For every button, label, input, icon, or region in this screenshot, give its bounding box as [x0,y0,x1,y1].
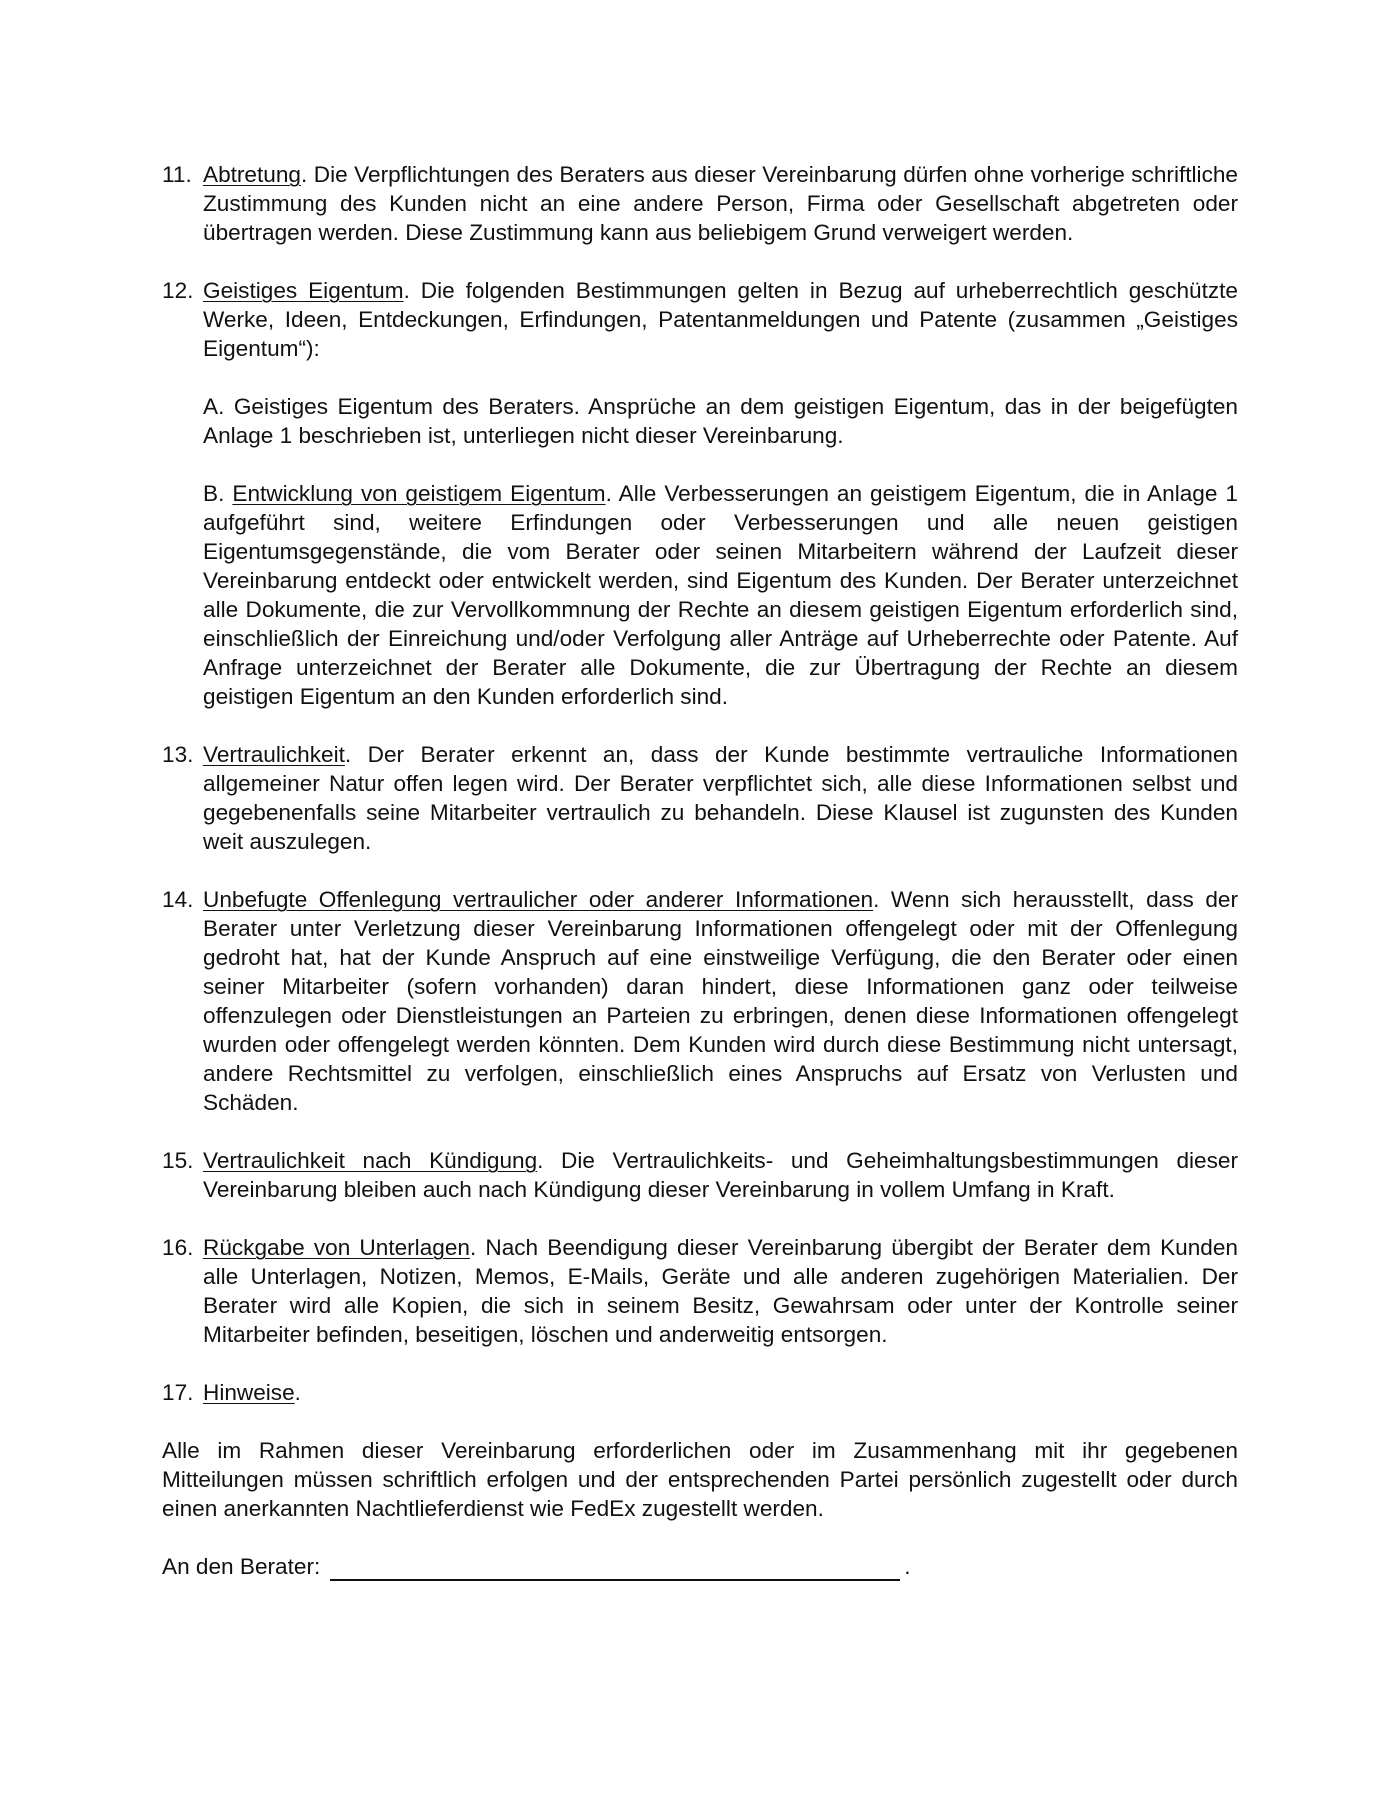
section-text [203,276,1238,363]
subsection-b-prefix: B. [203,481,233,506]
section-number: 14. [162,887,194,912]
signature-terminator: . [904,1554,911,1579]
section-heading: Unbefugte Offenlegung vertraulicher oder anderer Informationen [203,887,874,912]
notice-paragraph: Alle im Rahmen dieser Vereinbarung erforderlichen oder im Zusammenhang mit ihr gegebenen Mitteilungen müssen schriftlich erfolgen und der entsprechenden Partei persönlich zugestellt oder durch einen anerkannten Nachtlieferdienst wie FedEx zugestellt werden. [162,1438,1238,1521]
section-text [203,885,1238,1117]
section-12 [162,276,1238,363]
section-16 [162,1233,1238,1349]
signature-blank-field[interactable] [330,1557,900,1581]
section-content: . Der Berater erkennt an, dass der Kunde bestimmte vertrauliche Informationen allgemeiner Natur offen legen wird. Der Berater verpflichtet sich, alle diese Informationen selbst und gegebenenfalls seine Mitarbeiter vertraulich zu behandeln. Diese Klausel ist zugunsten des Kunden weit auszulegen. [203,742,1238,854]
section-content: . Die Verpflichtungen des Beraters aus dieser Vereinbarung dürfen ohne vorherige schriftliche Zustimmung des Kunden nicht an eine andere Person, Firma oder Gesellschaft abgetreten oder übertragen werden. Diese Zustimmung kann aus beliebigem Grund verweigert werden. [203,162,1238,245]
section-heading: Abtretung [203,162,301,187]
signature-line [162,1552,1238,1581]
subsection-b-heading: Entwicklung von geistigem Eigentum [232,481,606,506]
subsection-b-content: . Alle Verbesserungen an geistigem Eigentum, die in Anlage 1 aufgeführt sind, weitere Erfindungen oder Verbesserungen und alle neuen geistigen Eigentumsgegenstände, die vom Berater oder seinen Mitarbeitern während der Laufzeit dieser Vereinbarung entdeckt oder entwickelt werden, sind Eigentum des Kunden. Der Berater unterzeichnet alle Dokumente, die zur Vervollkommnung der Rechte an diesem geistigen Eigentum erforderlich sind, einschließlich der Einreichung und/oder Verfolgung aller Anträge auf Urheberrechte oder Patente. Auf Anfrage unterzeichnet der Berater alle Dokumente, die zur Übertragung der Rechte an diesem geistigen Eigentum an den Kunden erforderlich sind. [203,481,1239,709]
section-content: . Die Vertraulichkeits- und Geheimhaltungsbestimmungen dieser Vereinbarung bleiben auch nach Kündigung dieser Vereinbarung in vollem Umfang in Kraft. [203,1148,1238,1202]
section-number: 11. [162,162,192,187]
signature-label: An den Berater: [162,1554,321,1579]
section-content: . Nach Beendigung dieser Vereinbarung übergibt der Berater dem Kunden alle Unterlagen, Notizen, Memos, E-Mails, Geräte und alle anderen zugehörigen Materialien. Der Berater wird alle Kopien, die sich in seinem Besitz, Gewahrsam oder unter der Kontrolle seiner Mitarbeiter befinden, beseitigen, löschen und anderweitig entsorgen. [203,1235,1238,1347]
section-number: 17. [162,1380,194,1405]
subsection-b [203,479,1238,711]
section-content: . [294,1380,301,1405]
section-number: 13. [162,742,194,767]
section-text [203,740,1238,856]
section-heading: Geistiges Eigentum [203,278,404,303]
section-number: 16. [162,1235,194,1260]
section-13 [162,740,1238,856]
section-heading: Vertraulichkeit nach Kündigung [203,1148,538,1173]
section-text [203,1233,1238,1349]
section-15 [162,1146,1238,1204]
section-heading: Hinweise [203,1380,295,1405]
section-17 [162,1378,1238,1407]
section-number: 15. [162,1148,194,1173]
subsection-a: A. Geistiges Eigentum des Beraters. Ansprüche an dem geistigen Eigentum, das in der beigefügten Anlage 1 beschrieben ist, unterliegen nicht dieser Vereinbarung. [203,394,1238,448]
section-content: . Wenn sich herausstellt, dass der Berater unter Verletzung dieser Vereinbarung Informationen offengelegt oder mit der Offenlegung gedroht hat, hat der Kunde Anspruch auf eine einstweilige Verfügung, die den Berater oder einen seiner Mitarbeiter (sofern vorhanden) daran hindert, diese Informationen ganz oder teilweise offenzulegen oder Dienstleistungen an Parteien zu erbringen, denen diese Informationen offengelegt wurden oder offengelegt werden könnten. Dem Kunden wird durch diese Bestimmung nicht untersagt, andere Rechtsmittel zu verfolgen, einschließlich eines Anspruchs auf Ersatz von Verlusten und Schäden. [203,887,1238,1115]
section-14 [162,885,1238,1117]
section-text [203,1378,1238,1407]
section-number: 12. [162,278,194,303]
section-text [203,1146,1238,1204]
section-content: . Die folgenden Bestimmungen gelten in Bezug auf urheberrechtlich geschützte Werke, Ideen, Entdeckungen, Erfindungen, Patentanmeldungen und Patente (zusammen „Geistiges Eigentum“): [203,278,1238,361]
section-text [203,160,1238,247]
section-heading: Rückgabe von Unterlagen [203,1235,470,1260]
section-11 [162,160,1238,247]
section-heading: Vertraulichkeit [203,742,345,767]
document-body [162,160,1238,1581]
